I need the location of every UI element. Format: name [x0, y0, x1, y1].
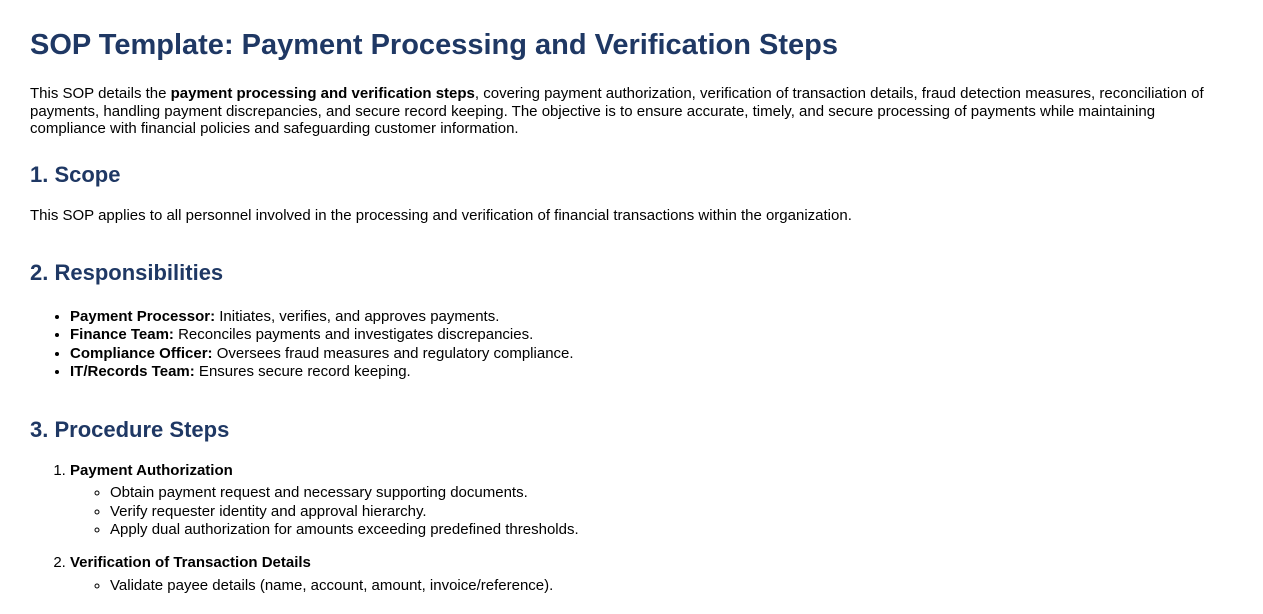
list-item	[70, 326, 1233, 344]
intro-text-after: , covering payment authorization, verification of transaction details, fraud detection measures, reconciliation of payments, handling payment discrepancies, and secure record keeping. The objective is to ensure accurate, timely, and secure processing of payments while maintaining compliance with financial policies and safeguarding customer information.	[30, 85, 1204, 137]
procedure-steps-list	[30, 462, 1233, 595]
section-heading-procedure: 3. Procedure Steps	[30, 417, 230, 443]
procedure-substep-list	[70, 484, 1233, 539]
intro-bold-phrase: payment processing and verification steps	[170, 85, 475, 102]
procedure-substep: ◦ Apply dual authorization for amounts exceeding predefined thresholds.	[110, 521, 1233, 539]
responsibility-text: Ensures secure record keeping.	[194, 362, 411, 380]
section-heading-responsibilities: 2. Responsibilities	[30, 260, 224, 285]
procedure-step-title: Verification of Transaction Details	[70, 554, 311, 572]
responsibility-label: Finance Team:	[70, 326, 174, 344]
procedure-step	[70, 554, 1233, 595]
responsibility-label: Payment Processor:	[70, 308, 216, 325]
procedure-substep-list	[70, 577, 1233, 595]
scope-paragraph: This SOP applies to all personnel involved in the processing and verification of financial transactions within the organization.	[30, 206, 852, 224]
responsibility-text: Initiates, verifies, and approves payments.	[215, 308, 500, 325]
procedure-substep: ◦ Obtain payment request and necessary supporting documents.	[110, 484, 1233, 502]
responsibilities-list	[30, 308, 1233, 381]
procedure-step	[70, 462, 1233, 539]
list-item	[70, 363, 1233, 381]
intro-text-before: This SOP details the	[30, 85, 171, 102]
intro-paragraph	[30, 85, 1233, 138]
procedure-substep: ◦ Verify requester identity and approval hierarchy.	[110, 503, 1233, 521]
responsibility-text: Oversees fraud measures and regulatory compliance.	[212, 344, 574, 362]
page-title: SOP Template: Payment Processing and Verification Steps	[30, 29, 838, 61]
list-item	[70, 308, 1233, 326]
section-heading-scope: 1. Scope	[30, 161, 121, 187]
procedure-step-title: Payment Authorization	[70, 462, 233, 480]
list-item	[70, 345, 1233, 363]
responsibility-label: IT/Records Team:	[70, 362, 195, 380]
procedure-substep: ◦ Validate payee details (name, account, amount, invoice/reference).	[110, 577, 1233, 595]
responsibility-text: Reconciles payments and investigates discrepancies.	[173, 326, 534, 344]
sop-document	[0, 29, 1263, 614]
responsibility-label: Compliance Officer:	[70, 344, 213, 362]
